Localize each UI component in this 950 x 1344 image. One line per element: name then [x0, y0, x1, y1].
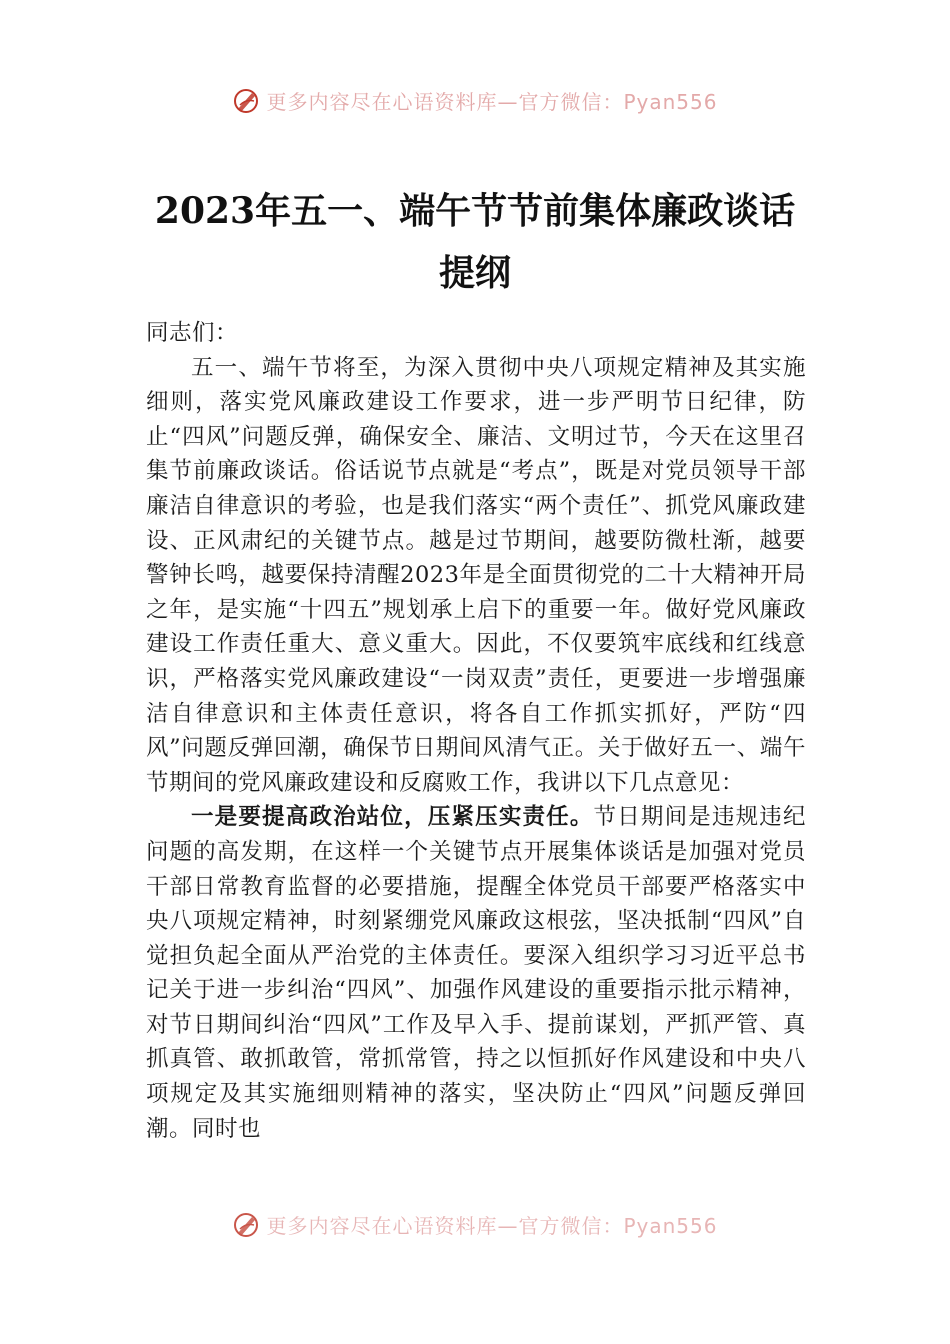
pen-logo-icon	[232, 87, 260, 115]
watermark-text: 更多内容尽在心语资料库—官方微信：Pyan556	[266, 90, 718, 114]
document-title: 2023年五一、端午节节前集体廉政谈话提纲	[154, 190, 796, 294]
watermark-text: 更多内容尽在心语资料库—官方微信：Pyan556	[266, 1214, 718, 1238]
watermark-header	[0, 86, 950, 115]
paragraph-point-one	[146, 800, 806, 1146]
pen-logo-icon	[232, 1211, 260, 1239]
watermark-footer	[0, 1210, 950, 1239]
point-one-heading: 一是要提高政治站位，压紧压实责任。	[191, 804, 594, 831]
salutation: 同志们：	[146, 320, 239, 346]
point-one-body: 节日期间是违规违纪问题的高发期，在这样一个关键节点开展集体谈话是加强对党员干部日常教育监督的必要措施，提醒全体党员干部要严格落实中央八项规定精神，时刻紧绷党风廉政这根弦，坚决抵制“四风”自觉担负起全面从严治党的主体责任。要深入组织学习习近平总书记关于进一步纠治“四风”、加强作风建设的重要指示批示精神，对节日期间纠治“四风”工作及早入手、提前谋划，严抓严管、真抓真管、敢抓敢管，常抓常管，持之以恒抓好作风建设和中央八项规定及其实施细则精神的落实，坚决防止“四风”问题反弹回潮。同时也	[146, 804, 806, 1142]
document-body	[146, 316, 806, 1146]
paragraph-intro: 五一、端午节将至，为深入贯彻中央八项规定精神及其实施细则，落实党风廉政建设工作要求，进一步严明节日纪律，防止“四风”问题反弹，确保安全、廉洁、文明过节，今天在这里召集节前廉政谈话。俗话说节点就是“考点”，既是对党员领导干部廉洁自律意识的考验，也是我们落实“两个责任”、抓党风廉政建设、正风肃纪的关键节点。越是过节期间，越要防微杜渐，越要警钟长鸣，越要保持清醒2023年是全面贯彻党的二十大精神开局之年，是实施“十四五”规划承上启下的重要一年。做好党风廉政建设工作责任重大、意义重大。因此，不仅要筑牢底线和红线意识，严格落实党风廉政建设“一岗双责”责任，更要进一步增强廉洁自律意识和主体责任意识，将各自工作抓实抓好，严防“四风”问题反弹回潮，确保节日期间风清气正。关于做好五一、端午节期间的党风廉政建设和反腐败工作，我讲以下几点意见：	[146, 354, 806, 796]
